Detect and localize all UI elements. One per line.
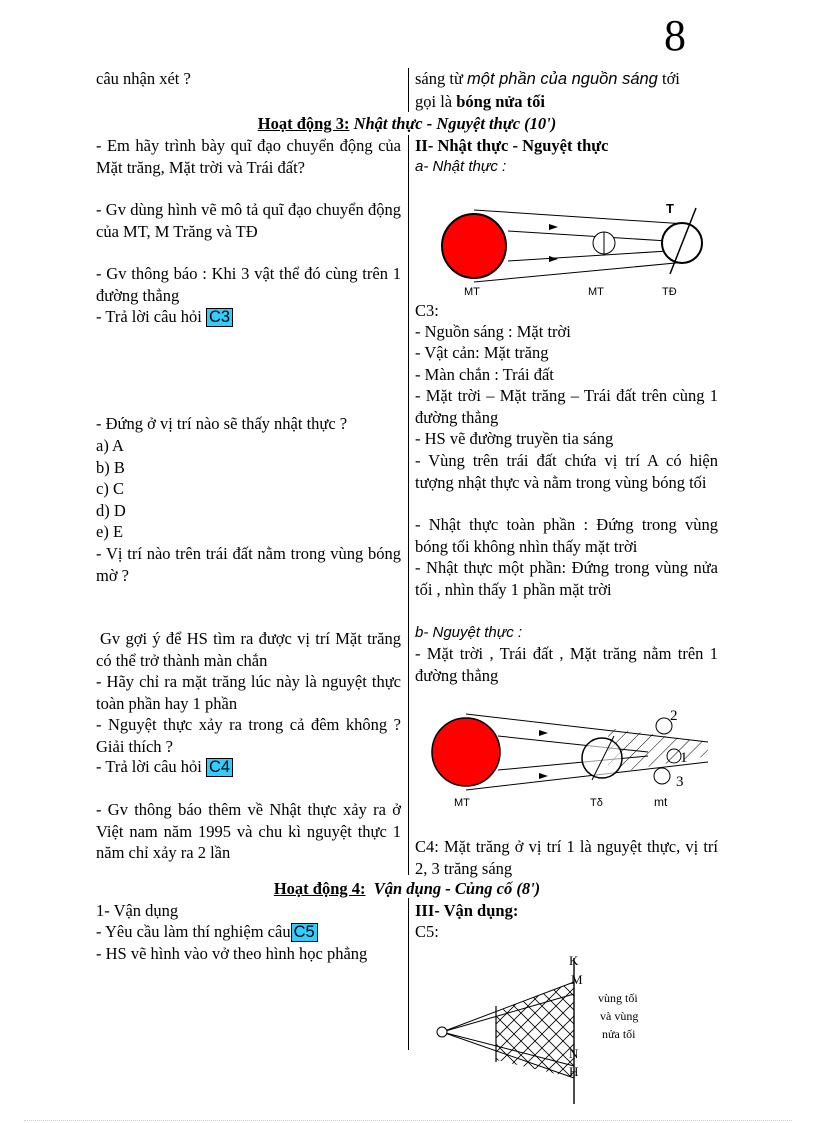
lunar-eclipse-figure	[418, 700, 718, 812]
intro-right	[415, 68, 718, 112]
left3-p6: Gv gợi ý để HS tìm ra được vị trí Mặt trăng có thể trở thành màn chắn	[96, 629, 401, 670]
right3-line-3: - Màn chắn : Trái đất	[415, 365, 554, 384]
right3-sub-b: b- Nguyệt thực :	[415, 624, 523, 641]
ray-top	[474, 210, 686, 224]
intro-right-line2: gọi là	[415, 91, 457, 111]
sun-circle	[432, 718, 500, 786]
right3-line-2: - Vật cản: Mặt trăng	[415, 343, 549, 362]
c4-badge: C4	[206, 758, 233, 777]
activity3-header	[96, 113, 718, 134]
left3-p5: - Vị trí nào trên trái đất nằm trong vùng bóng mờ ?	[96, 544, 401, 585]
fig2-mt-label: MT	[454, 797, 470, 809]
left3-p9-text: - Trả lời câu hỏi	[96, 757, 202, 776]
fig3-m: M	[571, 972, 583, 987]
fig3-caption-2: và vùng	[600, 1009, 639, 1023]
c3-badge: C3	[206, 308, 233, 327]
page-bottom-border	[24, 1120, 792, 1121]
activity4-header	[96, 878, 718, 899]
option-e: e) E	[96, 522, 124, 541]
shadow-zones-figure	[430, 950, 680, 1106]
right3-section: II- Nhật thực - Nguyệt thực	[415, 136, 609, 155]
fig1-mt-label: MT	[464, 286, 480, 298]
left3-p10: - Gv thông báo thêm về Nhật thực xảy ra ở Việt nam năm 1995 và chu kì nguyệt thực 1 năm chỉ xảy ra 2 lần	[96, 800, 401, 862]
fig3-caption-1: vùng tối	[598, 991, 638, 1005]
sun-circle	[442, 214, 506, 278]
left3-p7: - Hãy chỉ ra mặt trăng lúc này là nguyệt thực toàn phần hay 1 phần	[96, 672, 401, 713]
column-divider-mid	[408, 135, 409, 875]
earth-circle	[582, 738, 622, 778]
right3-p6: - Mặt trời , Trái đất , Mặt trăng nằm trên 1 đường thẳng	[415, 644, 718, 685]
right3-sub-a: a- Nhật thực :	[415, 158, 507, 175]
right3-c4-answer: C4: Mặt trăng ở vị trí 1 là nguyệt thực, vị trí 2, 3 trăng sáng	[415, 837, 718, 878]
umbra-shadow	[608, 728, 708, 774]
light-source	[437, 1027, 447, 1037]
intro-left: câu nhận xét ?	[96, 69, 191, 88]
ray-inner-top	[508, 231, 668, 241]
fig3-caption-3: nửa tối	[602, 1027, 636, 1041]
right3-p3: - Vùng trên trái đất chứa vị trí A có hiện tượng nhật thực và nằm trong vùng bóng tối	[415, 451, 718, 492]
c5-badge: C5	[291, 923, 318, 942]
left3-p4-text: - Trả lời câu hỏi	[96, 307, 202, 326]
fig2-n1: 1	[680, 750, 688, 766]
intro-right-post: tới	[657, 69, 680, 88]
option-d: d) D	[96, 500, 126, 520]
option-b: b) B	[96, 457, 125, 477]
page-number: 8	[664, 11, 686, 60]
left3-p4	[96, 306, 401, 328]
fig2-mt-small-label: mt	[654, 795, 668, 809]
fig3-k: K	[569, 953, 579, 968]
intro-right-italic: một phần của nguồn sáng	[467, 70, 658, 88]
column-divider-bottom	[408, 898, 409, 1050]
arrow-1	[539, 730, 548, 736]
ray-inner-bottom	[508, 251, 668, 261]
arrow-2	[549, 256, 558, 262]
left3-p8: - Nguyệt thực xảy ra trong cả đêm không ? Giải thích ?	[96, 715, 401, 756]
option-a: a) A	[96, 436, 124, 455]
left4-p2-text: - Yêu cầu làm thí nghiệm câu	[96, 922, 291, 941]
left3-p2: - Gv dùng hình vẽ mô tả quĩ đạo chuyển động của MT, M Trăng và TĐ	[96, 200, 401, 241]
moon-position-3	[654, 768, 670, 784]
right3-p4: - Nhật thực toàn phần : Đứng trong vùng bóng tối không nhìn thấy mặt trời	[415, 515, 718, 556]
fig3-h: H	[569, 1064, 579, 1079]
solar-eclipse-figure	[418, 196, 718, 300]
left3-question: - Đứng ở vị trí nào sẽ thấy nhật thực ?	[96, 414, 348, 433]
left3-p3: - Gv thông báo : Khi 3 vật thể đó cùng trên 1 đường thẳng	[96, 264, 401, 305]
activity4-title: Vận dụng - Củng cố (8')	[373, 879, 541, 898]
fig2-td-label: Tδ	[590, 797, 603, 809]
left4-p3: - HS vẽ hình vào vở theo hình học phẳng	[96, 944, 368, 963]
fig1-t-label: T	[666, 201, 674, 216]
left4-p1: 1- Vận dụng	[96, 901, 179, 920]
right4-section: III- Vận dụng:	[415, 901, 519, 920]
right3-p5: - Nhật thực một phần: Đứng trong vùng nửa tối , nhìn thấy 1 phần mặt trời	[415, 558, 718, 599]
right4-c5-label: C5:	[415, 922, 439, 941]
fig1-moon-label: MT	[588, 286, 604, 298]
option-c: c) C	[96, 479, 124, 498]
left3-p1: - Em hãy trình bày quĩ đạo chuyển động của Mặt trăng, Mặt trời và Trái đất?	[96, 136, 401, 177]
intro-right-pre: sáng từ	[415, 69, 468, 88]
right3-line-1: - Nguồn sáng : Mặt trời	[415, 322, 571, 341]
left3-options	[96, 435, 401, 543]
fig3-n: N	[569, 1046, 579, 1061]
right3-c3-label: C3:	[415, 301, 439, 320]
arrow-1	[549, 224, 558, 230]
left4-p2	[96, 921, 401, 943]
ray-bottom	[474, 262, 686, 282]
activity3-title: Nhật thực - Nguyệt thực (10')	[353, 114, 557, 133]
fig2-n3: 3	[676, 774, 684, 790]
right3-p2: - HS vẽ đường truyền tia sáng	[415, 429, 614, 448]
arrow-2	[539, 773, 548, 779]
column-divider-top	[408, 68, 409, 112]
intro-right-bold: bóng nửa tối	[456, 91, 546, 111]
fig2-n2: 2	[670, 708, 678, 724]
fig1-td-label: TĐ	[662, 286, 677, 298]
left3-p9	[96, 756, 401, 778]
right3-p1: - Mặt trời – Mặt trăng – Trái đất trên cùng 1 đường thẳng	[415, 386, 718, 427]
activity4-label: Hoạt động 4:	[273, 879, 366, 898]
activity3-label: Hoạt động 3:	[257, 114, 350, 133]
